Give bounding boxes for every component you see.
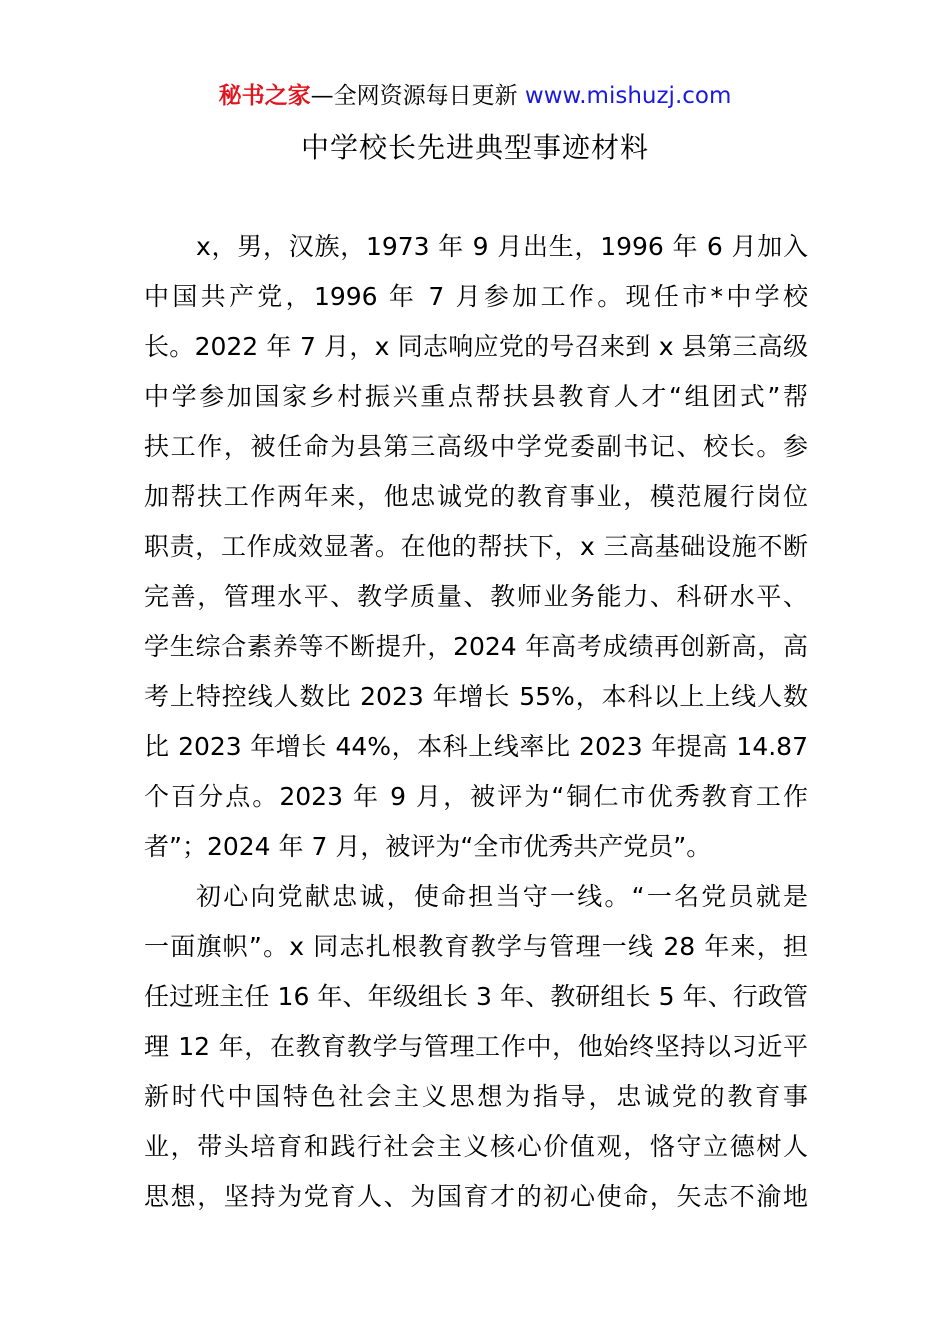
body-line: 业，带头培育和践行社会主义核心价值观，恪守立德树人 xyxy=(144,1132,808,1161)
body-line: 职责，工作成效显著。在他的帮扶下，x 三高基础设施不断 xyxy=(144,532,808,561)
body-line: 新时代中国特色社会主义思想为指导，忠诚党的教育事 xyxy=(144,1082,808,1111)
document-body xyxy=(144,222,808,1222)
body-line: 中学参加国家乡村振兴重点帮扶县教育人才“组团式”帮 xyxy=(144,382,808,411)
site-header xyxy=(0,80,950,112)
body-line: 一面旗帜”。x 同志扎根教育教学与管理一线 28 年来，担 xyxy=(144,932,808,961)
body-line: 长。2022 年 7 月，x 同志响应党的号召来到 x 县第三高级 xyxy=(144,332,808,361)
body-line: x，男，汉族，1973 年 9 月出生，1996 年 6 月加入 xyxy=(196,232,808,261)
body-line: 完善，管理水平、教学质量、教师业务能力、科研水平、 xyxy=(144,582,808,611)
body-line: 任过班主任 16 年、年级组长 3 年、教研组长 5 年、行政管 xyxy=(144,982,808,1011)
body-line: 个百分点。2023 年 9 月，被评为“铜仁市优秀教育工作 xyxy=(144,782,808,811)
site-url-link[interactable]: www.mishuzj.com xyxy=(524,83,732,109)
document-title: 中学校长先进典型事迹材料 xyxy=(300,131,649,164)
body-line: 理 12 年，在教育教学与管理工作中，他始终坚持以习近平 xyxy=(144,1032,808,1061)
body-line: 学生综合素养等不断提升，2024 年高考成绩再创新高，高 xyxy=(144,632,808,661)
body-line: 扶工作，被任命为县第三高级中学党委副书记、校长。参 xyxy=(144,432,808,461)
body-line: 思想，坚持为党育人、为国育才的初心使命，矢志不渝地 xyxy=(144,1182,808,1211)
body-line: 者”；2024 年 7 月，被评为“全市优秀共产党员”。 xyxy=(144,832,712,861)
body-line: 加帮扶工作两年来，他忠诚党的教育事业，模范履行岗位 xyxy=(144,482,808,511)
body-line: 考上特控线人数比 2023 年增长 55%，本科以上上线人数 xyxy=(144,682,808,711)
site-brand: 秘书之家 xyxy=(218,83,311,109)
site-tagline: —全网资源每日更新 xyxy=(310,83,525,109)
body-line: 比 2023 年增长 44%，本科上线率比 2023 年提高 14.87 xyxy=(144,732,808,761)
body-line: 中国共产党，1996 年 7 月参加工作。现任市*中学校 xyxy=(144,282,808,311)
body-line: 初心向党献忠诚，使命担当守一线。“一名党员就是 xyxy=(196,882,808,911)
